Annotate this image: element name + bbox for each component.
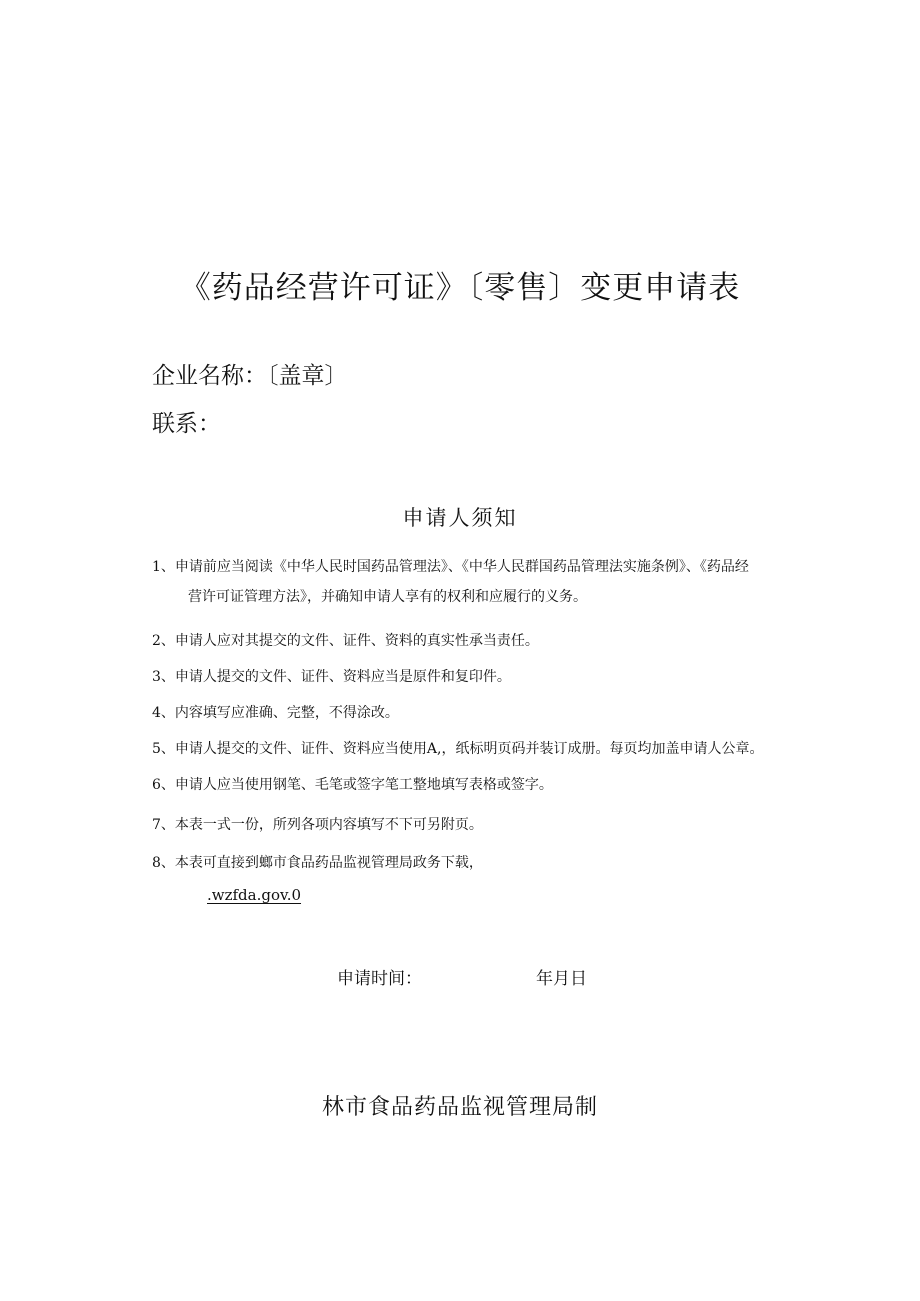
notice-item: [152, 852, 483, 872]
notice-item: [152, 738, 763, 758]
application-date-label: 申请时间：: [337, 969, 422, 989]
notice-item-text: 申请人应对其提交的文件、证件、资料的真实性承当责任。: [174, 633, 539, 649]
notice-item-number: 8、: [152, 855, 175, 871]
application-date-units: 年月日: [536, 969, 587, 989]
notice-item-number: 7、: [152, 817, 175, 833]
issuer-footer: 林市食品药品监视管理局制: [321, 1095, 598, 1120]
notice-item-text: 申请前应当阅读《中华人民时国药品管理法》、《中华人民群国药品管理法实施条例》、《药品经: [174, 559, 749, 575]
notice-item-text: 申请人应当使用钢笔、毛笔或签字笔工整地填写表格或签字。: [174, 777, 553, 793]
notice-item-number: 5、: [152, 741, 175, 757]
notice-item-number: 3、: [152, 669, 175, 685]
download-url[interactable]: .wzfda.gov.0: [207, 886, 302, 904]
notice-item-number: 6、: [152, 777, 175, 793]
notice-item: [152, 630, 539, 650]
notice-item: [152, 814, 483, 834]
notice-item-text: 申请人提交的文件、证件、资料应当是原件和复印件。: [174, 669, 511, 685]
notice-item: [152, 666, 511, 686]
notice-item-number: 1、: [152, 559, 175, 575]
company-name-label: 企业名称：〔盖章〕: [152, 363, 348, 389]
notice-heading: 申请人须知: [402, 506, 518, 530]
notice-item: [152, 702, 399, 722]
notice-item-text: 本表可直接到螂市食品药品监视管理局政务下载，: [174, 855, 483, 871]
contact-label: 联系：: [152, 411, 221, 437]
notice-item: [152, 774, 553, 794]
notice-item: [152, 556, 749, 605]
notice-item-number: 2、: [152, 633, 175, 649]
notice-item-continuation: 营许可证管理方法》，并确知申请人享有的权利和应履行的义务。: [188, 589, 587, 605]
notice-item-text: 本表一式一份，所列各项内容填写不下可另附页。: [174, 817, 483, 833]
form-title: 《药品经营许可证》〔零售〕变更申请表: [179, 270, 741, 306]
notice-item-number: 4、: [152, 705, 175, 721]
notice-item-text: 内容填写应准确、完整，不得涂改。: [174, 705, 399, 721]
notice-item-text: 申请人提交的文件、证件、资料应当使用A,，纸标明页码并装订成册。每页均加盖申请人公章。: [174, 741, 764, 757]
